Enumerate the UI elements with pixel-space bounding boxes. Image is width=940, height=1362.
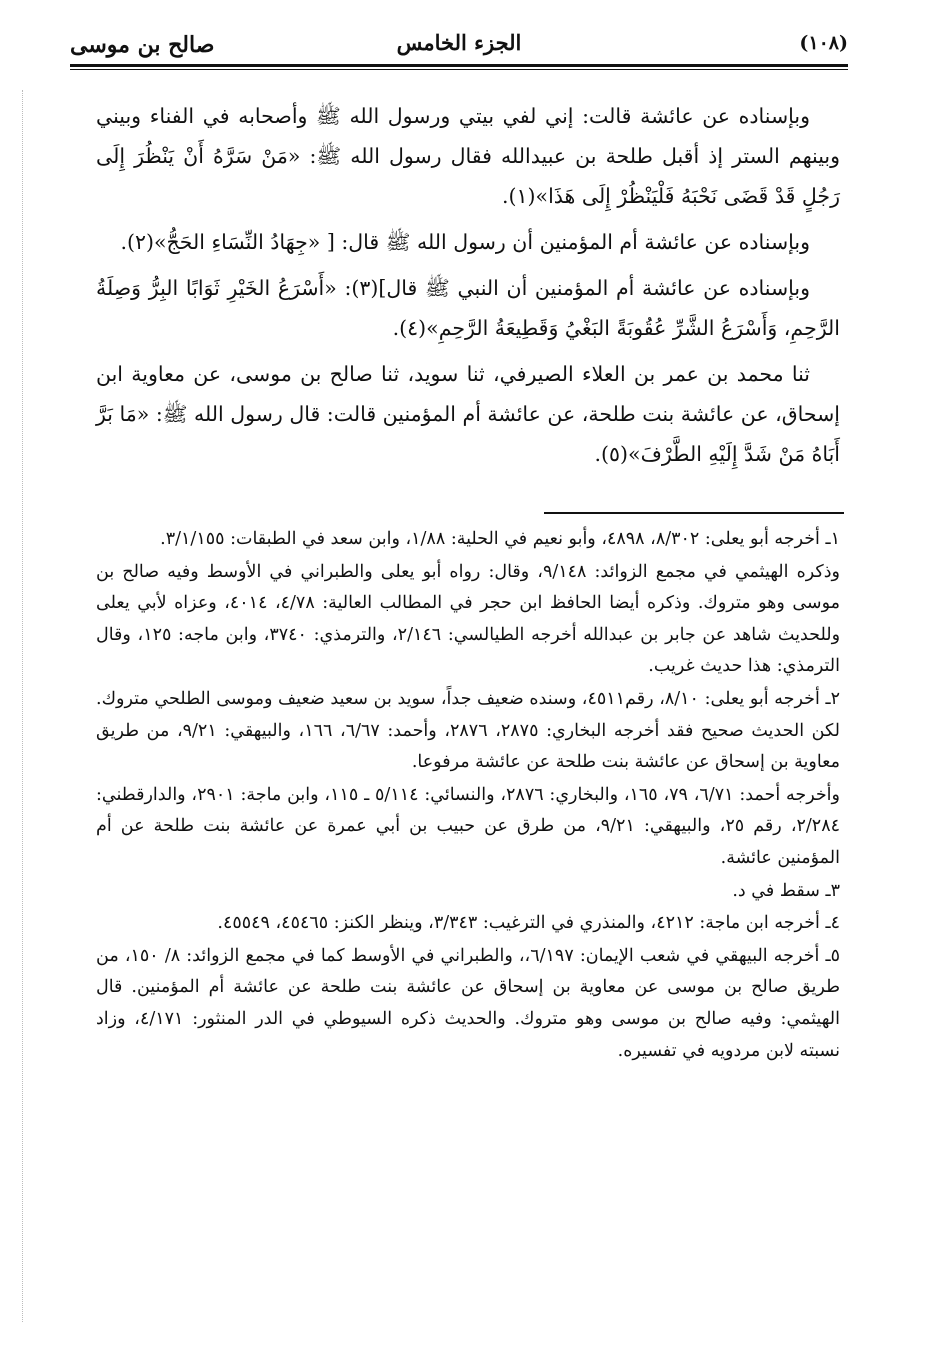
footnote-5: ٥ـ أخرجه البيهقي في شعب الإيمان: ٦/١٩٧،، والطبراني في الأوسط كما في مجمع الزوائد: ٨/ ١٥٠، من طريق صالح بن موسى عن معاوية بن إسحاق عن عائشة بنت طلحة عن عائشة أم المؤمنين. قال الهيثمي: وفيه صالح بن موسى وهو متروك. والحديث ذكره السيوطي في الدر المنثور: ٤/١٧١، وزاد نسبته لابن مردويه في تفسيره. [96, 945, 840, 1061]
hadith-paragraph-3: وبإسناده عن عائشة أم المؤمنين أن النبي ﷺ قال](٣): «أَسْرَعُ الخَيْرِ ثَوَابًا البِرُّ وَصِلَةُ الرَّحِمِ، وَأَسْرَعُ الشَّرِّ عُقُوبَةً البَغْيُ وَقَطِيعَةُ الرَّحِمِ»(٤). [96, 276, 840, 340]
volume-title: الجزء الخامس [396, 30, 522, 55]
footnote-1-continued: وذكره الهيثمي في مجمع الزوائد: ٩/١٤٨، وقال: رواه أبو يعلى والطبراني في الأوسط وفيه صالح بن موسى وهو متروك. وذكره أيضا الحافظ ابن حجر في المطالب العالية: ٤/٧٨، ٤٠١٤، وعزاه لأبي يعلى وللحديث شاهد عن جابر بن عبدالله أخرجه الطيالسي: ٢/١٤٦، والترمذي: ٣٧٤٠، وابن ماجه: ١٢٥، وقال الترمذي: هذا حديث غريب. [96, 561, 841, 677]
running-section-title: صالح بن موسى [70, 32, 215, 58]
footnotes [96, 524, 840, 1068]
footnote-2-continued: وأخرجه أحمد: ٦/٧١، ٧٩، ١٦٥، والبخاري: ٢٨٧٦، والنسائي: ٥/١١٤ ـ ١١٥، وابن ماجة: ٢٩٠١، والدارقطني: ٢/٢٨٤، رقم ٢٥، والبيهقي: ٩/٢١، من طرق عن حبيب بن أبي عمرة عن عائشة بنت طلحة عن أم المؤمنين عائشة. [96, 784, 840, 868]
scan-margin-dots [22, 90, 24, 1322]
page-number: (١٠٨) [799, 32, 848, 54]
footnote-1: ١ـ أخرجه أبو يعلى: ٨/٣٠٢، ٤٨٩٨، وأبو نعيم في الحلية: ١/٨٨، وابن سعد في الطبقات: ٣/١/١٥٥. [160, 529, 840, 549]
footnote-4: ٤ـ أخرجه ابن ماجة: ٤٢١٢، والمنذري في الترغيب: ٣/٣٤٣، وينظر الكنز: ٤٥٤٦٥، ٤٥٥٤٩. [217, 913, 840, 934]
footnote-3: ٣ـ سقط في د. [732, 880, 840, 901]
hadith-paragraph-1: وبإسناده عن عائشة قالت: إني لفي بيتي ورسول الله ﷺ وأصحابه في الفناء وبيني وبينهم الستر إذ أقبل طلحة بن عبيدالله فقال رسول الله ﷺ: «مَنْ سَرَّهُ أَنْ يَنْظُرَ إِلَى رَجُلٍ قَدْ قَضَى نَحْبَهُ فَلْيَنْظُرْ إِلَى هَذَا»(١). [96, 104, 840, 208]
footnote-2: ٢ـ أخرجه أبو يعلى: ٨/١٠، رقم٤٥١١، وسنده ضعيف جداً، سويد بن سعيد ضعيف وموسى الطلحي متروك. لكن الحديث صحيح فقد أخرجه البخاري: ٢٨٧٥، ٢٨٧٦، وأحمد: ٦/٦٧، ١٦٦، والبيهقي: ٩/٢١، من طريق معاوية بن إسحاق عن عائشة بنت طلحة عن عائشة مرفوعا. [96, 688, 841, 773]
hadith-paragraph-2: وبإسناده عن عائشة أم المؤمنين أن رسول الله ﷺ قال: [ «جِهَادُ النِّسَاءِ الحَجُّ»(٢). [120, 230, 810, 254]
footnote-divider [544, 512, 844, 514]
main-text [96, 96, 840, 480]
header-rule [70, 64, 848, 67]
hadith-paragraph-4: ثنا محمد بن عمر بن العلاء الصيرفي، ثنا سويد، ثنا صالح بن موسى، عن معاوية ابن إسحاق، عن عائشة بنت طلحة، عن عائشة أم المؤمنين قالت: قال رسول الله ﷺ: «مَا بَرَّ أَبَاهُ مَنْ شَدَّ إِلَيْهِ الطَّرْفَ»(٥). [96, 362, 840, 466]
page-header [70, 22, 848, 66]
header-rule-thin [70, 69, 848, 70]
